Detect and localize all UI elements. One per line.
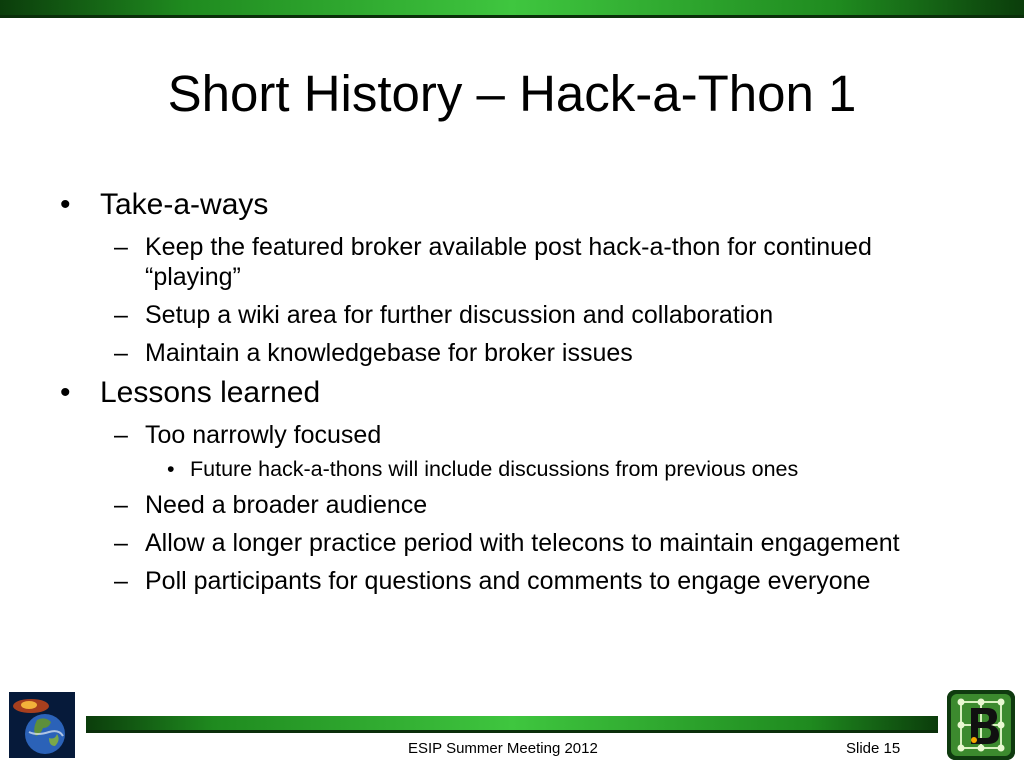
top-green-bar	[0, 0, 1024, 18]
sub-bullet-item	[56, 232, 956, 292]
sub-sub-bullet-item	[56, 456, 956, 482]
bullet-marker: •	[60, 376, 71, 409]
slide-title: Short History – Hack-a-Thon 1	[167, 65, 857, 122]
sub-sub-bullet-text: Future hack-a-thons will include discussions from previous ones	[190, 457, 799, 481]
sub-bullet-text: Maintain a knowledgebase for broker issues	[145, 339, 633, 367]
sub-bullet-item	[56, 528, 956, 558]
broker-b-logo-icon	[947, 690, 1015, 760]
sub-bullet-text: Allow a longer practice period with telecons to maintain engagement	[145, 529, 900, 557]
sub-bullet-text: Too narrowly focused	[145, 421, 382, 449]
sub-bullet-item	[56, 420, 956, 450]
dash-marker: –	[114, 567, 128, 595]
bullet-marker: •	[167, 457, 175, 481]
slide-body	[56, 182, 956, 596]
sub-bullet-item	[56, 300, 956, 330]
dash-marker: –	[114, 339, 128, 367]
sub-bullet-text: Keep the featured broker available post hack-a-thon for continued “playing”	[145, 233, 872, 291]
sub-bullet-item	[56, 490, 956, 520]
sub-bullet-text: Need a broader audience	[145, 491, 428, 519]
bullet-text: Take-a-ways	[100, 188, 269, 221]
bullet-marker: •	[60, 188, 71, 221]
sub-bullet-text: Poll participants for questions and comments to engage everyone	[145, 567, 871, 595]
dash-marker: –	[114, 421, 128, 449]
bullet-item	[56, 186, 956, 224]
dash-marker: –	[114, 491, 128, 519]
sub-bullet-item	[56, 338, 956, 368]
bottom-green-bar	[86, 716, 938, 733]
bullet-text: Lessons learned	[100, 376, 321, 409]
bullet-item	[56, 374, 956, 412]
dash-marker: –	[114, 301, 128, 329]
footer-event: ESIP Summer Meeting 2012	[408, 740, 598, 757]
slide-number: Slide 15	[846, 740, 901, 757]
dash-marker: –	[114, 529, 128, 557]
sub-bullet-text: Setup a wiki area for further discussion and collaboration	[145, 301, 774, 329]
dash-marker: –	[114, 233, 128, 261]
sub-bullet-item	[56, 566, 956, 596]
earth-globe-icon	[9, 692, 75, 758]
